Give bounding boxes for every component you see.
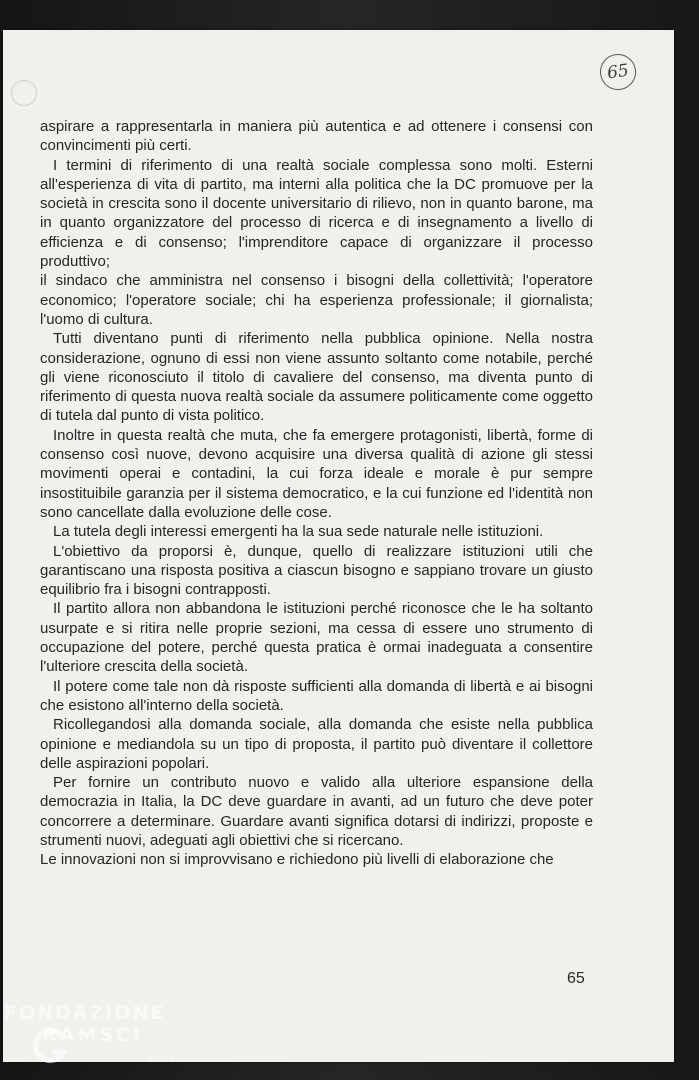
fondazione-gramsci-watermark [4, 1002, 204, 1078]
watermark-onlus: onlus [148, 1054, 175, 1062]
paragraph: Il partito allora non abbandona le istituzioni perché riconosce che le ha soltanto usurpate e si ritira nelle proprie sezioni, ma cessa di essere uno strumento di occupazione del potere, perché questa pratica è ormai inadeguata a consentire l'ulteriore crescita della società. [40, 600, 593, 676]
watermark-line1: FONDAZIONE [4, 1002, 166, 1024]
body-text [40, 117, 593, 870]
punch-hole-mark [11, 80, 37, 106]
paragraph: I termini di riferimento di una realtà sociale complessa sono molti. Esterni all'esperienza di vita di partito, ma interni alla politica che la DC promuove per la società in crescita sono il docente universitario di rilievo, non in quanto barone, ma in quanto organizzatore del processo di ricerca e di insegnamento a livello di efficienza e di consenso; l'imprenditore capace di organizzare il processo produttivo; [40, 156, 593, 271]
paragraph: Le innovazioni non si improvvisano e richiedono più livelli di elaborazione che [40, 851, 554, 869]
watermark-line2: RAMSCI [42, 1024, 143, 1046]
paragraph: Il potere come tale non dà risposte sufficienti alla domanda di libertà e ai bisogni che esistono all'interno della società. [40, 677, 593, 714]
paragraph: aspirare a rappresentarla in maniera più autentica e ad ottenere i consensi con convincimenti più certi. [40, 118, 593, 155]
paragraph: L'obiettivo da proporsi è, dunque, quello di realizzare istituzioni utili che garantiscano una risposta positiva a ciascun bisogno e sappiano trovare un giusto equilibrio fra i bisogni contrapposti. [40, 542, 593, 599]
document-page [3, 30, 674, 1062]
handwritten-page-number: 65 [598, 52, 639, 93]
page-number: 65 [567, 970, 585, 987]
paragraph: Tutti diventano punti di riferimento nella pubblica opinione. Nella nostra considerazione, ognuno di essi non viene assunto soltanto come notabile, perché gli viene riconosciuto il titolo di cavaliere del consenso, ma diventa punto di riferimento di questa nuova realtà sociale da assumere politicamente come oggetto di tutela dal punto di vista politico. [40, 330, 593, 425]
paragraph: La tutela degli interessi emergenti ha la sua sede naturale nelle istituzioni. [53, 523, 544, 541]
paragraph: Per fornire un contributo nuovo e valido alla ulteriore espansione della democrazia in Italia, la DC deve guardare in avanti, ad un futuro che deve poter concorrere a determinare. Guardare avanti significa dotarsi di indirizzi, proposte e strumenti nuovi, adeguati agli obiettivi che si ricercano. [40, 774, 593, 849]
paragraph: Ricollegandosi alla domanda sociale, alla domanda che esiste nella pubblica opinione e mediandola su un tipo di proposta, il partito può diventare il collettore delle aspirazioni popolari. [40, 716, 593, 772]
watermark-g-logo-icon [30, 1026, 70, 1066]
paragraph: il sindaco che amministra nel consenso i bisogni della collettività; l'operatore economico; l'operatore sociale; chi ha esperienza professionale; il giornalista; l'uomo di cultura. [40, 272, 593, 328]
paragraph: Inoltre in questa realtà che muta, che fa emergere protagonisti, libertà, forme di consenso così nuove, devono acquisire una diversa qualità di azione gli stessi movimenti operai e contadini, la cui forza ideale e morale è pur sempre insostituibile garanzia per il sistema democratico, e la cui funzione ed l'identità non sono cancellate dalla evoluzione delle cose. [40, 426, 593, 521]
